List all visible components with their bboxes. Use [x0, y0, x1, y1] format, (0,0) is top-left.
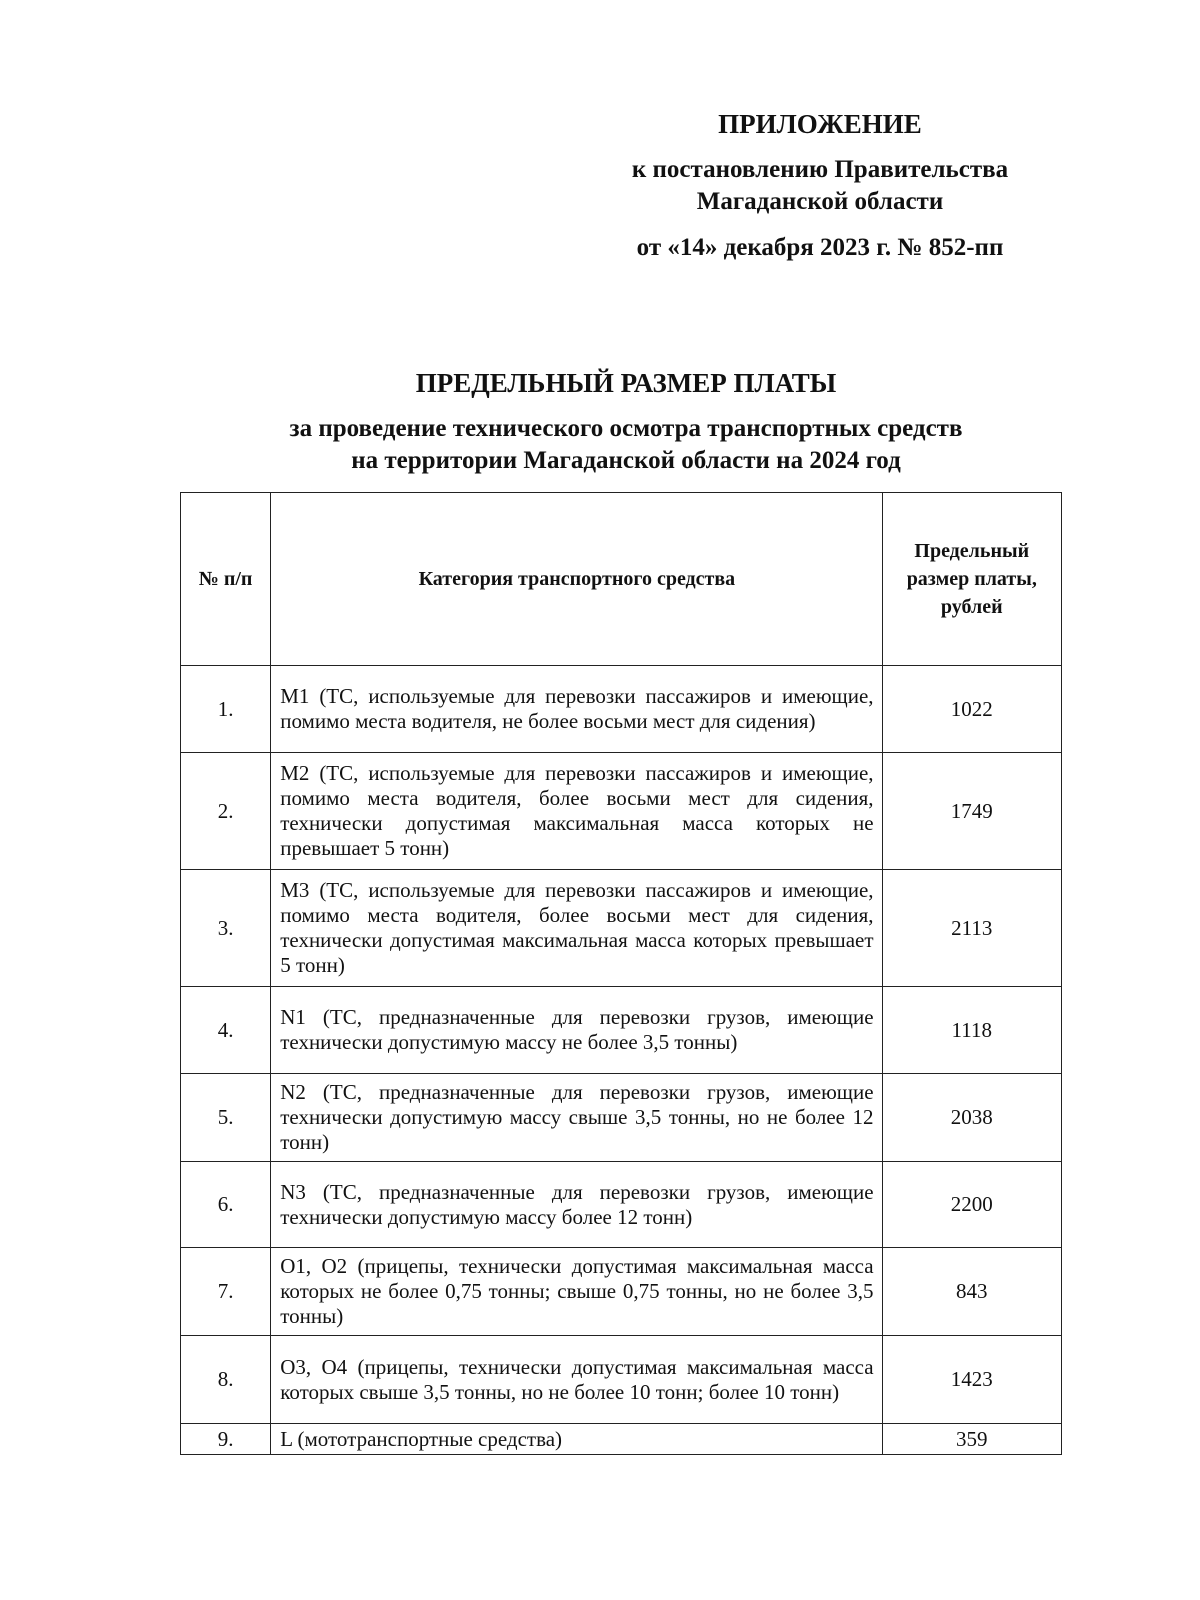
table-row — [181, 987, 1062, 1074]
row-fee: 1749 — [882, 753, 1061, 870]
table-row — [181, 1424, 1062, 1455]
row-fee: 2113 — [882, 870, 1061, 987]
row-num: 3. — [181, 870, 271, 987]
table-row — [181, 1162, 1062, 1248]
row-category: M3 (ТС, используемые для перевозки пассажиров и имеющие, помимо места водителя, более восьми мест для сидения, технически допустимая максимальная масса которых превышает 5 тонн) — [271, 870, 882, 987]
header-fee: Предельный размер платы, рублей — [882, 493, 1061, 666]
row-fee: 1022 — [882, 666, 1061, 753]
table-row — [181, 1074, 1062, 1162]
table-header-row — [181, 493, 1062, 666]
row-num: 7. — [181, 1248, 271, 1336]
table-row — [181, 753, 1062, 870]
appendix-line-1: к постановлению Правительства — [631, 156, 1009, 183]
row-fee: 1423 — [882, 1336, 1061, 1424]
title-main: ПРЕДЕЛЬНЫЙ РАЗМЕР ПЛАТЫ — [415, 368, 837, 398]
row-fee: 1118 — [882, 987, 1061, 1074]
row-num: 2. — [181, 753, 271, 870]
document-title — [180, 367, 1072, 477]
table-row — [181, 1336, 1062, 1424]
table-row — [181, 870, 1062, 987]
row-category: L (мототранспортные средства) — [271, 1424, 882, 1455]
row-category: N1 (ТС, предназначенные для перевозки грузов, имеющие технически допустимую массу не более 3,5 тонны) — [271, 987, 882, 1074]
header-num: № п/п — [181, 493, 271, 666]
row-category: M2 (ТС, используемые для перевозки пассажиров и имеющие, помимо места водителя, более восьми мест для сидения, технически допустимая максимальная масса которых не превышает 5 тонн) — [271, 753, 882, 870]
appendix-line-2: Магаданской области — [696, 188, 944, 215]
row-fee: 2200 — [882, 1162, 1061, 1248]
row-category: O3, O4 (прицепы, технически допустимая максимальная масса которых свыше 3,5 тонны, но не более 10 тонн; более 10 тонн) — [271, 1336, 882, 1424]
row-num: 9. — [181, 1424, 271, 1455]
appendix-block — [560, 108, 1080, 264]
row-num: 1. — [181, 666, 271, 753]
table-row — [181, 1248, 1062, 1336]
row-category: O1, O2 (прицепы, технически допустимая максимальная масса которых не более 0,75 тонны; свыше 0,75 тонны, но не более 3,5 тонны) — [271, 1248, 882, 1336]
row-fee: 843 — [882, 1248, 1061, 1336]
header-category: Категория транспортного средства — [271, 493, 882, 666]
row-num: 8. — [181, 1336, 271, 1424]
row-num: 4. — [181, 987, 271, 1074]
row-num: 6. — [181, 1162, 271, 1248]
row-category: N2 (ТС, предназначенные для перевозки грузов, имеющие технически допустимую массу свыше 3,5 тонны, но не более 12 тонн) — [271, 1074, 882, 1162]
table-row — [181, 666, 1062, 753]
title-sub-2: на территории Магаданской области на 2024 год — [351, 447, 901, 474]
appendix-date: от «14» декабря 2023 г. № 852-пп — [636, 234, 1004, 261]
title-sub-1: за проведение технического осмотра транспортных средств — [289, 415, 963, 442]
row-category: M1 (ТС, используемые для перевозки пассажиров и имеющие, помимо места водителя, не более восьми мест для сидения) — [271, 666, 882, 753]
appendix-heading: ПРИЛОЖЕНИЕ — [718, 109, 922, 139]
row-fee: 2038 — [882, 1074, 1061, 1162]
row-num: 5. — [181, 1074, 271, 1162]
fee-table — [180, 492, 1062, 1455]
row-fee: 359 — [882, 1424, 1061, 1455]
row-category: N3 (ТС, предназначенные для перевозки грузов, имеющие технически допустимую массу более 12 тонн) — [271, 1162, 882, 1248]
